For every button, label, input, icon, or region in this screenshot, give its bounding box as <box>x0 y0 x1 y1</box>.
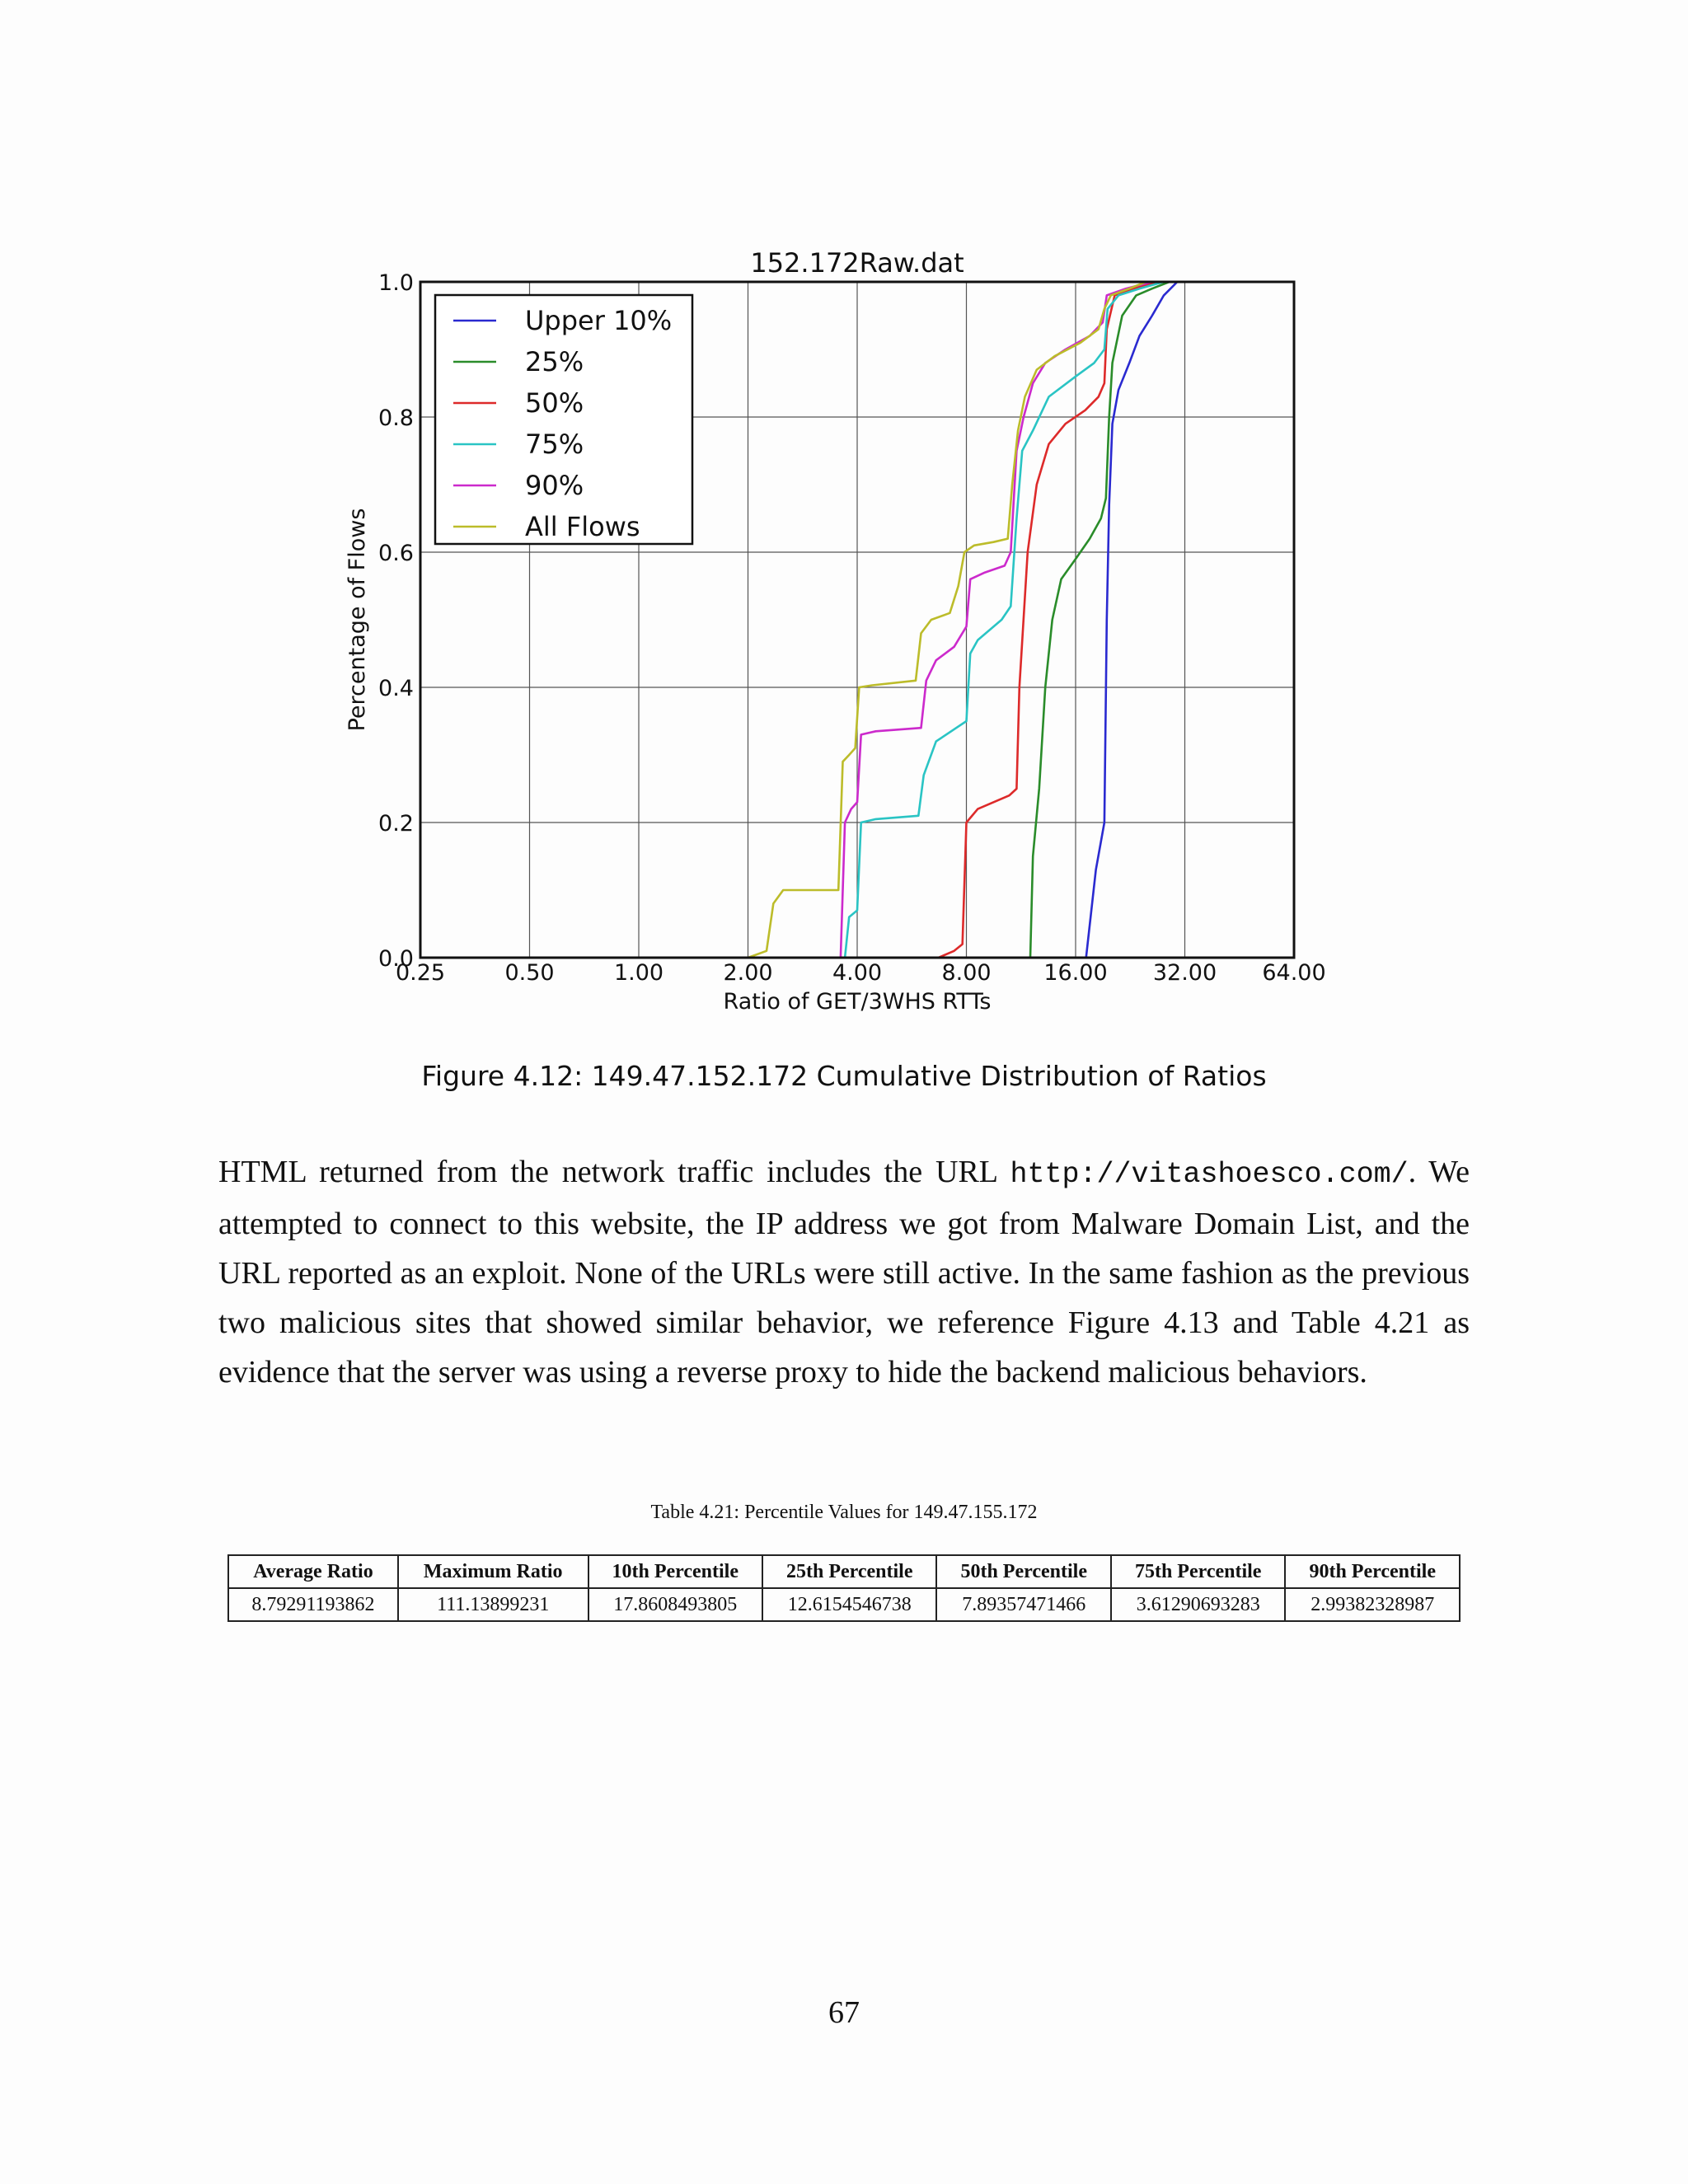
x-tick-label: 8.00 <box>941 960 992 986</box>
paragraph-text-start: HTML returned from the network traffic includes the URL <box>218 1155 1010 1189</box>
series-line <box>845 282 1164 958</box>
legend-entry: 50% <box>525 387 584 419</box>
header-75th-percentile: 75th Percentile <box>1111 1555 1285 1588</box>
legend-entry: 25% <box>525 346 584 377</box>
cell-75th-percentile: 3.61290693283 <box>1111 1588 1285 1621</box>
paragraph-text-end: . We attempted to connect to this website, the IP address we got from Malware Domain List, and the URL reported as an exploit. None of the URLs were still active. In the same fashion as the previous two malicious sites that showed similar behavior, we reference Figure 4.13 and Table 4.21 as evidence that the server was using a reverse proxy to hide the backend malicious behaviors. <box>218 1155 1470 1390</box>
cell-average-ratio: 8.79291193862 <box>228 1588 398 1621</box>
cell-50th-percentile: 7.89357471466 <box>936 1588 1110 1621</box>
page-number: 67 <box>828 1995 860 2030</box>
x-tick-label: 2.00 <box>723 960 773 986</box>
paragraph-url: http://vitashoesco.com/ <box>1010 1158 1409 1191</box>
y-tick-label: 0.0 <box>378 946 414 972</box>
legend <box>435 295 692 544</box>
x-tick-label: 16.00 <box>1043 960 1108 986</box>
header-average-ratio: Average Ratio <box>228 1555 398 1588</box>
legend-entry: 75% <box>525 429 584 460</box>
y-tick-label: 0.4 <box>378 676 414 701</box>
x-tick-label: 1.00 <box>613 960 664 986</box>
x-tick-label: 0.25 <box>395 960 446 986</box>
cell-90th-percentile: 2.99382328987 <box>1285 1588 1460 1621</box>
header-maximum-ratio: Maximum Ratio <box>398 1555 588 1588</box>
x-tick-label: 32.00 <box>1152 960 1217 986</box>
series-line <box>1086 282 1178 958</box>
x-tick-label: 4.00 <box>832 960 883 986</box>
x-tick-label: 64.00 <box>1262 960 1326 986</box>
y-tick-label: 1.0 <box>378 270 414 296</box>
y-tick-label: 0.6 <box>378 541 414 566</box>
x-axis-label: Ratio of GET/3WHS RTTs <box>723 989 992 1015</box>
percentile-table <box>227 1554 1461 1622</box>
figure-caption: Figure 4.12: 149.47.152.172 Cumulative Distribution of Ratios <box>421 1060 1267 1092</box>
table-header-row <box>228 1555 1460 1588</box>
body-paragraph <box>218 1147 1470 1397</box>
y-tick-label: 0.2 <box>378 811 414 837</box>
header-25th-percentile: 25th Percentile <box>762 1555 936 1588</box>
cell-10th-percentile: 17.8608493805 <box>588 1588 762 1621</box>
header-50th-percentile: 50th Percentile <box>936 1555 1110 1588</box>
table-row <box>228 1588 1460 1621</box>
y-axis-label: Percentage of Flows <box>345 508 370 732</box>
legend-entry: 90% <box>525 470 584 501</box>
series-lines <box>748 282 1178 958</box>
cell-maximum-ratio: 111.13899231 <box>398 1588 588 1621</box>
legend-entry: All Flows <box>525 511 640 542</box>
y-tick-label: 0.8 <box>378 405 414 431</box>
legend-entry: Upper 10% <box>525 305 673 336</box>
cell-25th-percentile: 12.6154546738 <box>762 1588 936 1621</box>
chart-title: 152.172Raw.dat <box>750 247 964 279</box>
cdf-chart <box>0 0 1688 1038</box>
table-caption: Table 4.21: Percentile Values for 149.47.155.172 <box>650 1502 1038 1523</box>
series-line <box>1030 282 1170 958</box>
header-90th-percentile: 90th Percentile <box>1285 1555 1460 1588</box>
series-line <box>939 282 1158 958</box>
series-line <box>748 282 1146 958</box>
header-10th-percentile: 10th Percentile <box>588 1555 762 1588</box>
x-tick-label: 0.50 <box>504 960 555 986</box>
